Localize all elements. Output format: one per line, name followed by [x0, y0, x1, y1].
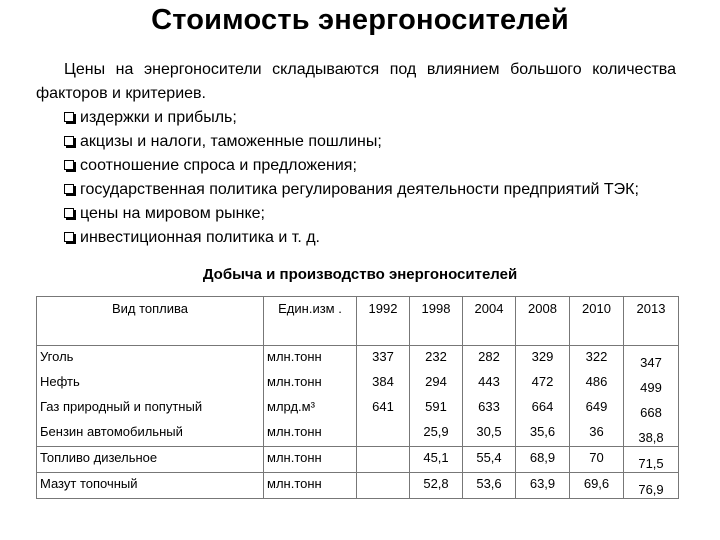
list-item-text: издержки и прибыль;	[80, 109, 237, 126]
table-title: Добыча и производство энергоносителей	[202, 266, 518, 283]
list-item	[36, 202, 676, 226]
table-header-row	[37, 297, 679, 346]
header-year: 2008	[516, 297, 570, 346]
cell-fuel: Уголь	[37, 346, 264, 372]
cell-value: 45,1	[410, 447, 463, 473]
cell-value: 649	[570, 396, 624, 421]
cell-value: 38,8	[624, 421, 679, 447]
cell-value: 232	[410, 346, 463, 372]
cell-unit: млн.тонн	[264, 346, 357, 372]
cell-value: 322	[570, 346, 624, 372]
cell-unit: млрд.м³	[264, 396, 357, 421]
header-year: 2010	[570, 297, 624, 346]
list-item-text: государственная политика регулирования деятельности предприятий ТЭК;	[80, 181, 639, 198]
list-item	[36, 154, 676, 178]
cell-value: 591	[410, 396, 463, 421]
list-item-text: акцизы и налоги, таможенные пошлины;	[80, 133, 382, 150]
intro-paragraph: Цены на энергоносители складываются под влиянием большого количества факторов и критериев.	[36, 61, 676, 102]
table-row	[37, 346, 679, 372]
list-item-text: цены на мировом рынке;	[80, 205, 265, 222]
header-year: 2013	[624, 297, 679, 346]
cell-value: 69,6	[570, 473, 624, 499]
cell-value: 486	[570, 371, 624, 396]
cell-unit: млн.тонн	[264, 421, 357, 447]
cell-value	[357, 447, 410, 473]
cell-fuel: Нефть	[37, 371, 264, 396]
checkbox-bullet-icon	[64, 160, 74, 170]
header-year: 1992	[357, 297, 410, 346]
cell-value: 641	[357, 396, 410, 421]
cell-value: 294	[410, 371, 463, 396]
cell-value: 25,9	[410, 421, 463, 447]
page-title: Стоимость энергоносителей	[151, 4, 569, 36]
cell-value: 68,9	[516, 447, 570, 473]
cell-value: 668	[624, 396, 679, 421]
cell-value: 384	[357, 371, 410, 396]
list-item-text: соотношение спроса и предложения;	[80, 157, 357, 174]
cell-value: 52,8	[410, 473, 463, 499]
table-row	[37, 447, 679, 473]
list-item	[36, 106, 676, 130]
cell-value: 70	[570, 447, 624, 473]
intro-section	[36, 58, 676, 250]
cell-value: 499	[624, 371, 679, 396]
cell-value	[357, 473, 410, 499]
factor-list	[36, 106, 676, 250]
cell-value: 443	[463, 371, 516, 396]
header-year: 1998	[410, 297, 463, 346]
checkbox-bullet-icon	[64, 136, 74, 146]
table-row	[37, 396, 679, 421]
header-year: 2004	[463, 297, 516, 346]
cell-value: 76,9	[624, 473, 679, 499]
list-item	[36, 130, 676, 154]
cell-value: 472	[516, 371, 570, 396]
cell-value: 36	[570, 421, 624, 447]
cell-unit: млн.тонн	[264, 371, 357, 396]
cell-unit: млн.тонн	[264, 447, 357, 473]
checkbox-bullet-icon	[64, 232, 74, 242]
checkbox-bullet-icon	[64, 208, 74, 218]
header-fuel-type: Вид топлива	[37, 297, 264, 346]
cell-value: 633	[463, 396, 516, 421]
cell-fuel: Мазут топочный	[37, 473, 264, 499]
cell-value: 30,5	[463, 421, 516, 447]
cell-value: 329	[516, 346, 570, 372]
header-unit: Един.изм .	[264, 297, 357, 346]
cell-value: 347	[624, 346, 679, 372]
cell-value: 63,9	[516, 473, 570, 499]
list-item	[36, 178, 676, 202]
cell-value: 282	[463, 346, 516, 372]
checkbox-bullet-icon	[64, 184, 74, 194]
list-item-text: инвестиционная политика и т. д.	[80, 229, 320, 246]
checkbox-bullet-icon	[64, 112, 74, 122]
cell-value: 337	[357, 346, 410, 372]
cell-value: 664	[516, 396, 570, 421]
cell-fuel: Газ природный и попутный	[37, 396, 264, 421]
cell-value: 53,6	[463, 473, 516, 499]
cell-fuel: Бензин автомобильный	[37, 421, 264, 447]
energy-production-table	[36, 296, 679, 499]
table-row	[37, 473, 679, 499]
cell-value: 35,6	[516, 421, 570, 447]
table-row	[37, 371, 679, 396]
cell-value: 71,5	[624, 447, 679, 473]
cell-value: 55,4	[463, 447, 516, 473]
cell-fuel: Топливо дизельное	[37, 447, 264, 473]
table-row	[37, 421, 679, 447]
cell-unit: млн.тонн	[264, 473, 357, 499]
cell-value	[357, 421, 410, 447]
list-item	[36, 226, 676, 250]
